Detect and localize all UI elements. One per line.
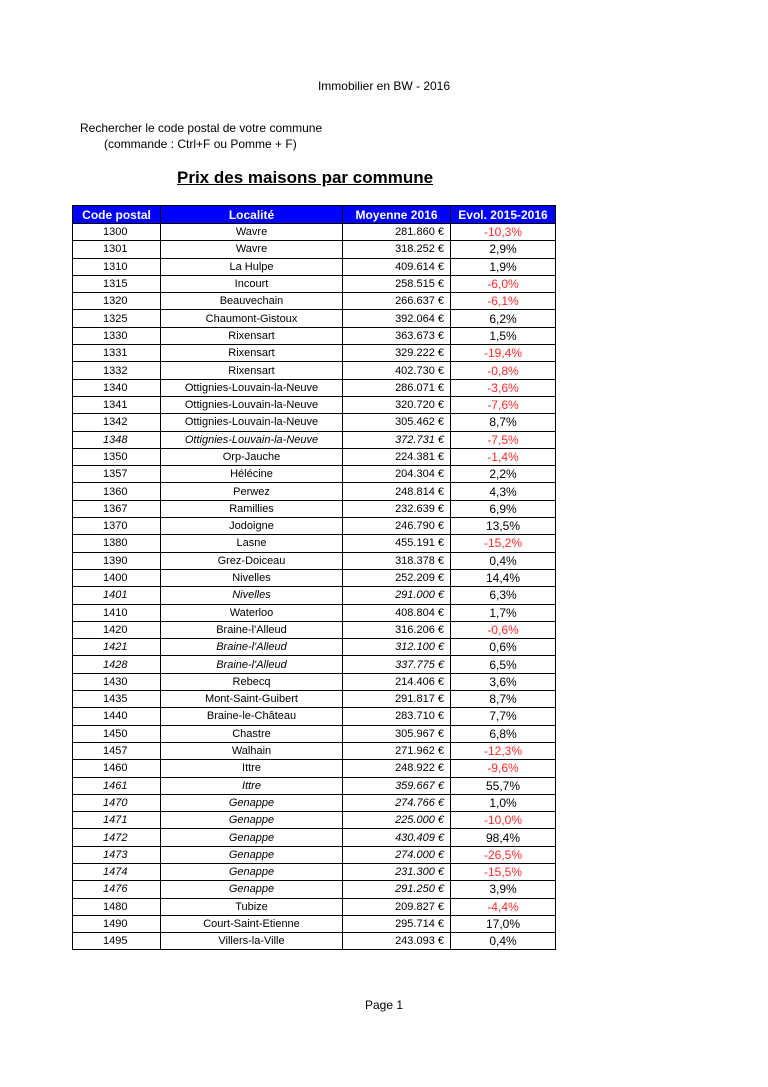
locality-cell: La Hulpe [161, 258, 343, 275]
code-cell: 1470 [73, 794, 161, 811]
evolution-cell: 2,2% [451, 466, 556, 483]
evolution-cell: 14,4% [451, 569, 556, 586]
code-cell: 1367 [73, 500, 161, 517]
locality-cell: Perwez [161, 483, 343, 500]
code-cell: 1370 [73, 518, 161, 535]
locality-cell: Genappe [161, 846, 343, 863]
code-cell: 1390 [73, 552, 161, 569]
table-row [73, 379, 556, 396]
table-row [73, 483, 556, 500]
evolution-cell: -1,4% [451, 448, 556, 465]
evolution-cell: 2,9% [451, 241, 556, 258]
locality-cell: Wavre [161, 241, 343, 258]
page-title: Prix des maisons par commune [177, 168, 434, 187]
code-cell: 1420 [73, 621, 161, 638]
locality-cell: Wavre [161, 224, 343, 241]
table-row [73, 691, 556, 708]
table-row [73, 224, 556, 241]
locality-cell: Jodoigne [161, 518, 343, 535]
table-row [73, 760, 556, 777]
code-cell: 1476 [73, 881, 161, 898]
evolution-cell: 1,5% [451, 327, 556, 344]
evolution-cell: -10,3% [451, 224, 556, 241]
code-cell: 1331 [73, 345, 161, 362]
locality-cell: Braine-l'Alleud [161, 656, 343, 673]
table-row [73, 829, 556, 846]
table-row [73, 431, 556, 448]
locality-cell: Braine-l'Alleud [161, 621, 343, 638]
locality-cell: Waterloo [161, 604, 343, 621]
locality-cell: Chaumont-Gistoux [161, 310, 343, 327]
locality-cell: Nivelles [161, 569, 343, 586]
locality-cell: Beauvechain [161, 293, 343, 310]
code-cell: 1342 [73, 414, 161, 431]
average-price-cell: 305.967 € [343, 725, 451, 742]
table-row [73, 846, 556, 863]
evolution-cell: -4,4% [451, 898, 556, 915]
locality-cell: Genappe [161, 863, 343, 880]
evolution-cell: 3,6% [451, 673, 556, 690]
average-price-cell: 316.206 € [343, 621, 451, 638]
average-price-cell: 231.300 € [343, 863, 451, 880]
average-price-cell: 320.720 € [343, 396, 451, 413]
average-price-cell: 312.100 € [343, 639, 451, 656]
evolution-cell: -10,0% [451, 812, 556, 829]
code-cell: 1495 [73, 933, 161, 950]
evolution-cell: -0,8% [451, 362, 556, 379]
table-row [73, 639, 556, 656]
locality-cell: Incourt [161, 275, 343, 292]
locality-cell: Genappe [161, 812, 343, 829]
table-row [73, 915, 556, 932]
table-row [73, 881, 556, 898]
evolution-cell: 6,2% [451, 310, 556, 327]
evolution-cell: -3,6% [451, 379, 556, 396]
column-header-moyenne: Moyenne 2016 [343, 206, 451, 224]
average-price-cell: 274.766 € [343, 794, 451, 811]
evolution-cell: 7,7% [451, 708, 556, 725]
evolution-cell: 1,7% [451, 604, 556, 621]
average-price-cell: 455.191 € [343, 535, 451, 552]
table-row [73, 448, 556, 465]
code-cell: 1300 [73, 224, 161, 241]
page-number: Page 1 [364, 998, 404, 1012]
locality-cell: Ottignies-Louvain-la-Neuve [161, 414, 343, 431]
average-price-cell: 392.064 € [343, 310, 451, 327]
average-price-cell: 214.406 € [343, 673, 451, 690]
average-price-cell: 248.814 € [343, 483, 451, 500]
average-price-cell: 248.922 € [343, 760, 451, 777]
locality-cell: Court-Saint-Etienne [161, 915, 343, 932]
table-row [73, 414, 556, 431]
evolution-cell: 6,3% [451, 587, 556, 604]
document-header-title: Immobilier en BW - 2016 [317, 79, 451, 93]
table-row [73, 293, 556, 310]
average-price-cell: 252.209 € [343, 569, 451, 586]
evolution-cell: 0,4% [451, 933, 556, 950]
code-cell: 1332 [73, 362, 161, 379]
table-row [73, 898, 556, 915]
locality-cell: Genappe [161, 794, 343, 811]
locality-cell: Tubize [161, 898, 343, 915]
locality-cell: Hélécine [161, 466, 343, 483]
table-row [73, 673, 556, 690]
table-row [73, 933, 556, 950]
average-price-cell: 283.710 € [343, 708, 451, 725]
table-row [73, 552, 556, 569]
average-price-cell: 224.381 € [343, 448, 451, 465]
code-cell: 1301 [73, 241, 161, 258]
table-row [73, 742, 556, 759]
code-cell: 1471 [73, 812, 161, 829]
average-price-cell: 246.790 € [343, 518, 451, 535]
average-price-cell: 408.804 € [343, 604, 451, 621]
average-price-cell: 430.409 € [343, 829, 451, 846]
average-price-cell: 291.000 € [343, 587, 451, 604]
evolution-cell: 3,9% [451, 881, 556, 898]
table-row [73, 794, 556, 811]
average-price-cell: 232.639 € [343, 500, 451, 517]
table-row [73, 466, 556, 483]
evolution-cell: 1,0% [451, 794, 556, 811]
code-cell: 1315 [73, 275, 161, 292]
code-cell: 1435 [73, 691, 161, 708]
table-row [73, 362, 556, 379]
locality-cell: Ottignies-Louvain-la-Neuve [161, 379, 343, 396]
code-cell: 1400 [73, 569, 161, 586]
table-row [73, 777, 556, 794]
evolution-cell: 8,7% [451, 691, 556, 708]
table-row [73, 396, 556, 413]
average-price-cell: 291.817 € [343, 691, 451, 708]
average-price-cell: 402.730 € [343, 362, 451, 379]
code-cell: 1380 [73, 535, 161, 552]
locality-cell: Genappe [161, 881, 343, 898]
code-cell: 1310 [73, 258, 161, 275]
average-price-cell: 372.731 € [343, 431, 451, 448]
average-price-cell: 271.962 € [343, 742, 451, 759]
code-cell: 1428 [73, 656, 161, 673]
code-cell: 1460 [73, 760, 161, 777]
locality-cell: Lasne [161, 535, 343, 552]
locality-cell: Genappe [161, 829, 343, 846]
average-price-cell: 286.071 € [343, 379, 451, 396]
column-header-evolution: Evol. 2015-2016 [451, 206, 556, 224]
evolution-cell: 8,7% [451, 414, 556, 431]
evolution-cell: -6,0% [451, 275, 556, 292]
evolution-cell: 17,0% [451, 915, 556, 932]
code-cell: 1330 [73, 327, 161, 344]
evolution-cell: -15,2% [451, 535, 556, 552]
average-price-cell: 291.250 € [343, 881, 451, 898]
code-cell: 1421 [73, 639, 161, 656]
average-price-cell: 225.000 € [343, 812, 451, 829]
evolution-cell: 6,5% [451, 656, 556, 673]
table-row [73, 241, 556, 258]
average-price-cell: 281.860 € [343, 224, 451, 241]
evolution-cell: -0,6% [451, 621, 556, 638]
table-row [73, 604, 556, 621]
evolution-cell: 0,4% [451, 552, 556, 569]
table-row [73, 518, 556, 535]
average-price-cell: 305.462 € [343, 414, 451, 431]
evolution-cell: 4,3% [451, 483, 556, 500]
evolution-cell: -12,3% [451, 742, 556, 759]
evolution-cell: 13,5% [451, 518, 556, 535]
code-cell: 1401 [73, 587, 161, 604]
evolution-cell: 1,9% [451, 258, 556, 275]
column-header-code-postal: Code postal [73, 206, 161, 224]
code-cell: 1480 [73, 898, 161, 915]
evolution-cell: -26,5% [451, 846, 556, 863]
average-price-cell: 258.515 € [343, 275, 451, 292]
code-cell: 1430 [73, 673, 161, 690]
table-row [73, 569, 556, 586]
average-price-cell: 318.252 € [343, 241, 451, 258]
evolution-cell: -6,1% [451, 293, 556, 310]
code-cell: 1360 [73, 483, 161, 500]
average-price-cell: 204.304 € [343, 466, 451, 483]
average-price-cell: 266.637 € [343, 293, 451, 310]
locality-cell: Ottignies-Louvain-la-Neuve [161, 396, 343, 413]
locality-cell: Braine-l'Alleud [161, 639, 343, 656]
table-row [73, 812, 556, 829]
locality-cell: Nivelles [161, 587, 343, 604]
evolution-cell: 98,4% [451, 829, 556, 846]
evolution-cell: 6,9% [451, 500, 556, 517]
code-cell: 1474 [73, 863, 161, 880]
locality-cell: Chastre [161, 725, 343, 742]
table-row [73, 258, 556, 275]
table-row [73, 708, 556, 725]
locality-cell: Ittre [161, 760, 343, 777]
average-price-cell: 363.673 € [343, 327, 451, 344]
code-cell: 1350 [73, 448, 161, 465]
locality-cell: Mont-Saint-Guibert [161, 691, 343, 708]
evolution-cell: -7,5% [451, 431, 556, 448]
code-cell: 1410 [73, 604, 161, 621]
table-row [73, 587, 556, 604]
code-cell: 1341 [73, 396, 161, 413]
instructions-line-1: Rechercher le code postal de votre commune [80, 121, 323, 135]
code-cell: 1473 [73, 846, 161, 863]
average-price-cell: 243.093 € [343, 933, 451, 950]
locality-cell: Rixensart [161, 345, 343, 362]
table-row [73, 327, 556, 344]
table-row [73, 500, 556, 517]
table-row [73, 863, 556, 880]
evolution-cell: 6,8% [451, 725, 556, 742]
table-row [73, 535, 556, 552]
house-prices-table [72, 205, 556, 950]
evolution-cell: 0,6% [451, 639, 556, 656]
locality-cell: Villers-la-Ville [161, 933, 343, 950]
table-row [73, 656, 556, 673]
average-price-cell: 329.222 € [343, 345, 451, 362]
table-header-row [73, 206, 556, 224]
evolution-cell: -9,6% [451, 760, 556, 777]
code-cell: 1340 [73, 379, 161, 396]
locality-cell: Grez-Doiceau [161, 552, 343, 569]
code-cell: 1472 [73, 829, 161, 846]
code-cell: 1348 [73, 431, 161, 448]
table-row [73, 621, 556, 638]
evolution-cell: -19,4% [451, 345, 556, 362]
code-cell: 1450 [73, 725, 161, 742]
average-price-cell: 295.714 € [343, 915, 451, 932]
code-cell: 1320 [73, 293, 161, 310]
evolution-cell: -7,6% [451, 396, 556, 413]
evolution-cell: -15,5% [451, 863, 556, 880]
evolution-cell: 55,7% [451, 777, 556, 794]
column-header-localite: Localité [161, 206, 343, 224]
instructions-line-2: (commande : Ctrl+F ou Pomme + F) [104, 137, 297, 151]
locality-cell: Braine-le-Château [161, 708, 343, 725]
average-price-cell: 318.378 € [343, 552, 451, 569]
average-price-cell: 337.775 € [343, 656, 451, 673]
search-instructions [80, 120, 322, 152]
locality-cell: Ittre [161, 777, 343, 794]
locality-cell: Rixensart [161, 362, 343, 379]
average-price-cell: 359.667 € [343, 777, 451, 794]
code-cell: 1440 [73, 708, 161, 725]
average-price-cell: 274.000 € [343, 846, 451, 863]
code-cell: 1357 [73, 466, 161, 483]
locality-cell: Ramillies [161, 500, 343, 517]
locality-cell: Orp-Jauche [161, 448, 343, 465]
locality-cell: Rebecq [161, 673, 343, 690]
table-row [73, 345, 556, 362]
table-row [73, 725, 556, 742]
locality-cell: Walhain [161, 742, 343, 759]
code-cell: 1490 [73, 915, 161, 932]
average-price-cell: 409.614 € [343, 258, 451, 275]
locality-cell: Rixensart [161, 327, 343, 344]
locality-cell: Ottignies-Louvain-la-Neuve [161, 431, 343, 448]
code-cell: 1457 [73, 742, 161, 759]
table-row [73, 275, 556, 292]
table-row [73, 310, 556, 327]
average-price-cell: 209.827 € [343, 898, 451, 915]
code-cell: 1461 [73, 777, 161, 794]
code-cell: 1325 [73, 310, 161, 327]
